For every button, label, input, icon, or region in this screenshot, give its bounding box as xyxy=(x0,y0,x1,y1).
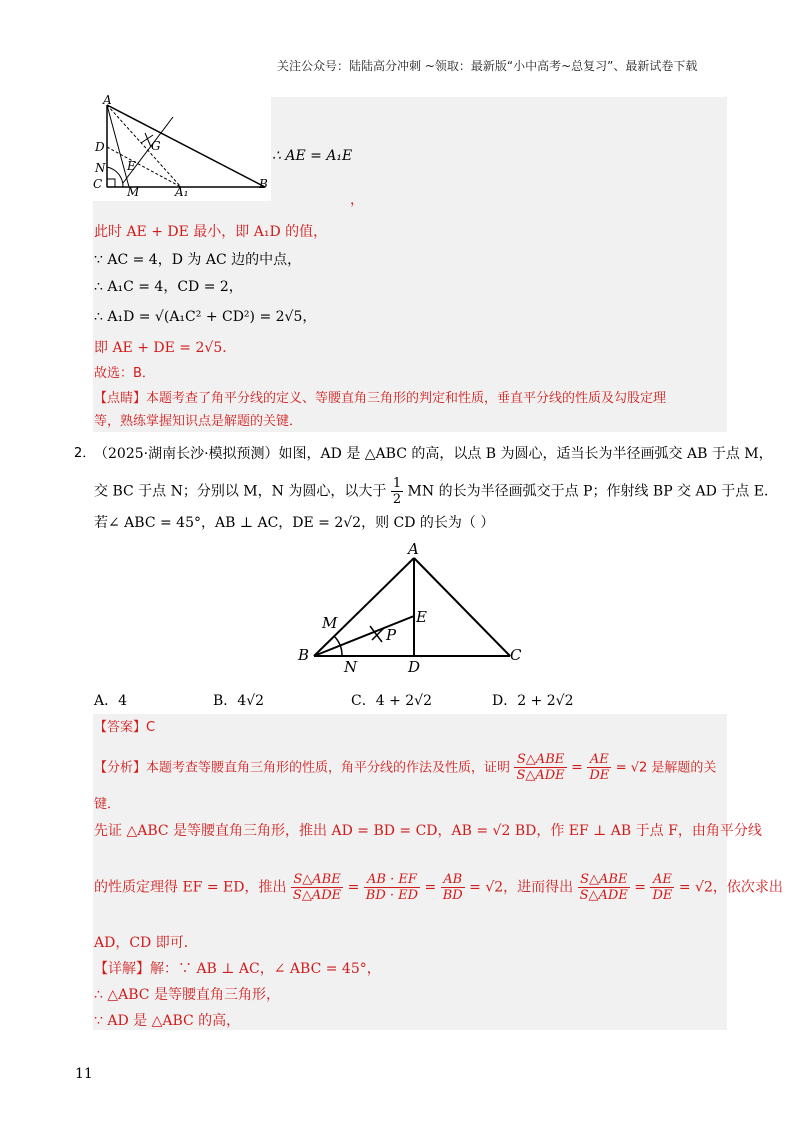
label-N: N xyxy=(344,658,358,676)
sol1-line-2: ∵ AC = 4，D 为 AC 边的中点， xyxy=(94,252,302,268)
sol2-line-2: 的性质定理得 EF = ED，推出 $\frac{\text{S△ABE}}{\text{S△ADE}}$ = $\frac{AB \cdot EF}{BD \cdot ED}$ = $\frac{AB}{BD}$ = √2，进而得出 $\frac{\text{S△ABE}}{\text{S△ADE}}$ = $\frac{AE}{DE}$ = √2，依次求出 xyxy=(94,872,783,903)
label-A: A xyxy=(408,540,419,558)
label-P: P xyxy=(386,626,397,644)
sol2-detail-line-1: 【详解】解：∵ AB ⊥ AC，∠ ABC = 45°， xyxy=(94,961,381,977)
sol2-line-3: AD，CD 即可． xyxy=(94,935,198,951)
figure-1 xyxy=(93,93,271,201)
area-ratio-fraction: $\frac{\text{S△ABE}}{\text{S△ADE}}$ xyxy=(516,752,565,783)
question-2-number: 2． xyxy=(74,446,96,461)
label-G: G xyxy=(151,139,161,153)
sol1-line-5: 即 AE + DE = 2√5． xyxy=(94,340,237,356)
analysis-line-2: 键． xyxy=(94,797,121,812)
label-M: M xyxy=(127,185,140,199)
label-C: C xyxy=(93,177,103,191)
sol1-line-1: 此时 AE + DE 最小，即 A₁D 的值， xyxy=(94,224,328,240)
label-B: B xyxy=(259,177,268,191)
label-A: A xyxy=(103,93,112,107)
analysis-line: 【分析】本题考查等腰直角三角形的性质，角平分线的作法及性质，证明 $\frac{\text{S△ABE}}{\text{S△ADE}}$ = $\frac{AE}{DE}$ = √2 是解题的关 xyxy=(94,752,717,783)
label-B: B xyxy=(298,646,310,664)
label-E: E xyxy=(416,608,427,626)
label-A1: A₁ xyxy=(175,185,189,199)
area-ratio-fraction-3: $\frac{\text{S△ABE}}{\text{S△ADE}}$ xyxy=(579,872,628,903)
half-product-fraction: $\frac{AB \cdot EF}{BD \cdot ED}$ xyxy=(365,872,419,903)
ae-de-fraction-2: $\frac{AE}{DE}$ xyxy=(652,872,673,903)
label-M: M xyxy=(322,614,338,632)
page-number: 11 xyxy=(75,1066,93,1082)
sol1-tip-line-2: 等，熟练掌握知识点是解题的关键． xyxy=(94,414,303,429)
page-header: 关注公众号：陆陆高分冲刺 ~领取：最新版“小中高考~总复习”、最新试卷下载 xyxy=(277,59,698,73)
label-D: D xyxy=(408,658,421,676)
question-2-line-2: 交 BC 于点 N；分别以 M，N 为圆心，以大于 $\frac{1}{2}$ MN 的长为半径画弧交于点 P；作射线 BP 交 AD 于点 E． xyxy=(94,476,778,507)
sol2-line-1: 先证 △ABC 是等腰直角三角形，推出 AD = BD = CD，AB = √2 BD，作 EF ⊥ AB 于点 F，由角平分线 xyxy=(94,823,762,839)
sol1-tip-line-1: 【点睛】本题考查了角平分线的定义、等腰直角三角形的判定和性质，垂直平分线的性质及勾股定理 xyxy=(94,391,667,406)
sol1-line-4: ∴ A₁D = √(A₁C² + CD²) = 2√5， xyxy=(94,309,317,325)
sol2-detail-line-3: ∵ AD 是 △ABC 的高， xyxy=(94,1013,241,1029)
label-D: D xyxy=(95,140,105,154)
half-fraction: $\frac{1}{2}$ xyxy=(392,476,402,507)
label-N: N xyxy=(95,161,106,175)
label-C: C xyxy=(510,646,522,664)
sol1-choice: 故选：B． xyxy=(94,366,155,381)
sol1-line-3: ∴ A₁C = 4，CD = 2， xyxy=(94,279,243,295)
option-d: D．2 + 2√2 xyxy=(492,693,574,709)
ab-bd-fraction: $\frac{AB}{BD}$ xyxy=(442,872,463,903)
label-E: E xyxy=(127,159,136,173)
therefore-ae-eq-a1e: ∴ AE = A₁E xyxy=(272,148,353,164)
answer-line: 【答案】C xyxy=(94,720,156,735)
question-2-line-3: 若∠ ABC = 45°，AB ⊥ AC，DE = 2√2，则 CD 的长为（ ） xyxy=(94,515,495,531)
comma-mark: ， xyxy=(350,192,364,208)
ae-de-fraction: $\frac{AE}{DE}$ xyxy=(589,752,610,783)
option-c: C．4 + 2√2 xyxy=(351,693,432,709)
question-2-line-1: （2025·湖南长沙·模拟预测）如图，AD 是 △ABC 的高，以点 B 为圆心，适当长为半径画弧交 AB 于点 M， xyxy=(94,446,773,462)
option-b: B．4√2 xyxy=(213,693,265,709)
option-a: A．4 xyxy=(94,693,128,709)
sol2-detail-line-2: ∴ △ABC 是等腰直角三角形， xyxy=(94,987,280,1003)
figure-2 xyxy=(296,540,532,678)
area-ratio-fraction-2: $\frac{\text{S△ABE}}{\text{S△ADE}}$ xyxy=(292,872,342,903)
